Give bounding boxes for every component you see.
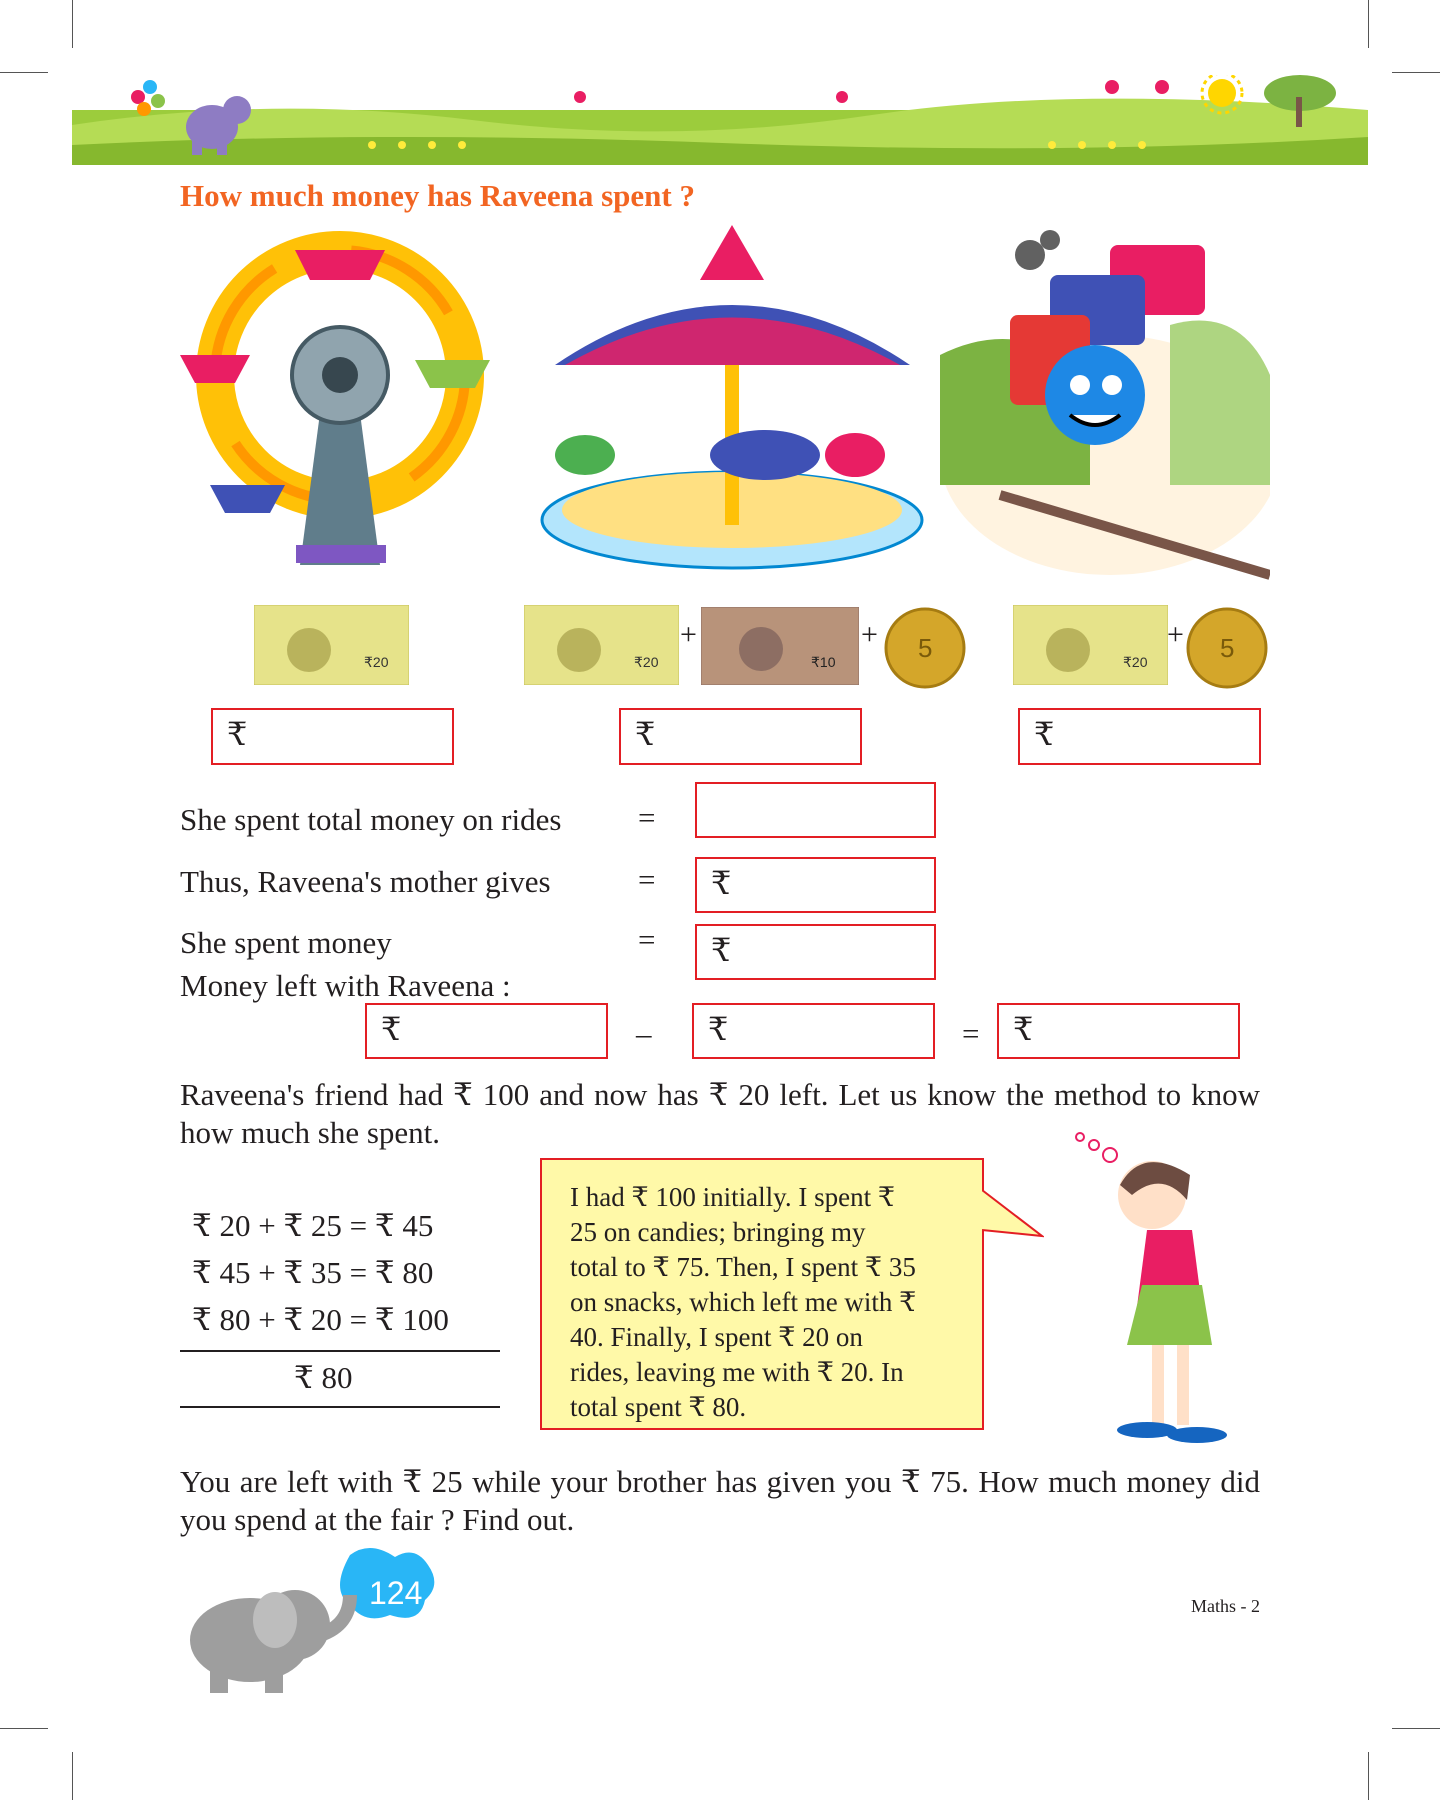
sum-line: ₹ 80 + ₹ 20 = ₹ 100 [192,1302,449,1337]
money-left-result-box[interactable] [997,1003,1240,1059]
friend-paragraph: Raveena's friend had ₹ 100 and now has ₹ 20 left. Let us know the method to know how much she spent. [180,1077,1260,1150]
sum-divider [180,1350,500,1352]
rupee-symbol: ₹ [711,932,732,968]
speech-bubble [540,1158,984,1430]
money-left-label: Money left with Raveena : [180,968,511,1003]
rupee-symbol: ₹ [1013,1011,1034,1047]
rupee-symbol: ₹ [708,1011,729,1047]
note-value: ₹10 [811,654,836,670]
rupee-symbol: ₹ [1034,716,1055,752]
crop-mark [1392,72,1440,73]
page-number: 124 [369,1575,423,1611]
speech-line: I had ₹ 100 initially. I spent ₹ [570,1182,896,1212]
toy-train-illustration [940,225,1270,580]
total-spent-box[interactable] [695,782,936,838]
five-rupee-coin [1186,607,1268,689]
twenty-rupee-note [524,605,679,685]
rupee-symbol: ₹ [711,865,732,901]
spent-money-box[interactable] [695,924,936,980]
speech-line: 40. Finally, I spent ₹ 20 on [570,1322,863,1352]
header-banner [72,75,1368,165]
rupee-symbol: ₹ [635,716,656,752]
speech-bubble-tail [982,1180,1044,1240]
crop-mark [72,0,73,48]
elephant-mascot-icon [180,1545,440,1695]
spent-money-label: She spent money [180,925,392,960]
speech-line: 25 on candies; bringing my [570,1217,866,1247]
coin-value: 5 [918,633,933,663]
crop-mark [0,1728,48,1729]
ten-rupee-note [701,607,859,685]
equals-sign: = [962,1016,980,1051]
merry-go-round-answer-box[interactable] [619,708,862,765]
crop-mark [72,1752,73,1800]
crop-mark [1392,1728,1440,1729]
five-rupee-coin [884,607,966,689]
page-title: How much money has Raveena spent ? [180,178,695,213]
twenty-rupee-note [1013,605,1168,685]
rupee-symbol: ₹ [227,716,248,752]
footer-label: Maths - 2 [1191,1596,1260,1616]
sum-line: ₹ 20 + ₹ 25 = ₹ 45 [192,1208,434,1243]
plus-sign: + [861,618,878,651]
total-spent-label: She spent total money on rides [180,802,562,837]
crop-mark [1368,1752,1369,1800]
sum-total: ₹ 80 [294,1360,353,1395]
ferris-wheel-illustration [180,225,500,565]
crop-mark [1368,0,1369,48]
mother-gives-label: Thus, Raveena's mother gives [180,864,551,899]
note-value: ₹20 [364,654,389,670]
mother-gives-box[interactable] [695,857,936,913]
merry-go-round-illustration [535,225,930,570]
equals-sign: = [638,862,656,897]
brother-paragraph: You are left with ₹ 25 while your brother has given you ₹ 75. How much money did you spend at the fair ? Find out. [180,1464,1260,1537]
ferris-wheel-answer-box[interactable] [211,708,454,765]
twenty-rupee-note [254,605,409,685]
note-value: ₹20 [634,654,659,670]
plus-sign: + [680,618,697,651]
coin-value: 5 [1220,633,1235,663]
minus-sign: – [636,1016,652,1051]
money-left-given-box[interactable] [365,1003,608,1059]
equals-sign: = [638,922,656,957]
note-value: ₹20 [1123,654,1148,670]
sum-line: ₹ 45 + ₹ 35 = ₹ 80 [192,1255,434,1290]
speech-line: on snacks, which left me with ₹ [570,1287,917,1317]
plus-sign: + [1167,618,1184,651]
crop-mark [0,72,48,73]
toy-train-answer-box[interactable] [1018,708,1261,765]
speech-line: total to ₹ 75. Then, I spent ₹ 35 [570,1252,916,1282]
sum-divider [180,1406,500,1408]
speech-line: rides, leaving me with ₹ 20. In [570,1357,904,1387]
rupee-symbol: ₹ [381,1011,402,1047]
equals-sign: = [638,800,656,835]
girl-illustration [1072,1125,1257,1455]
speech-line: total spent ₹ 80. [570,1392,747,1422]
money-left-spent-box[interactable] [692,1003,935,1059]
